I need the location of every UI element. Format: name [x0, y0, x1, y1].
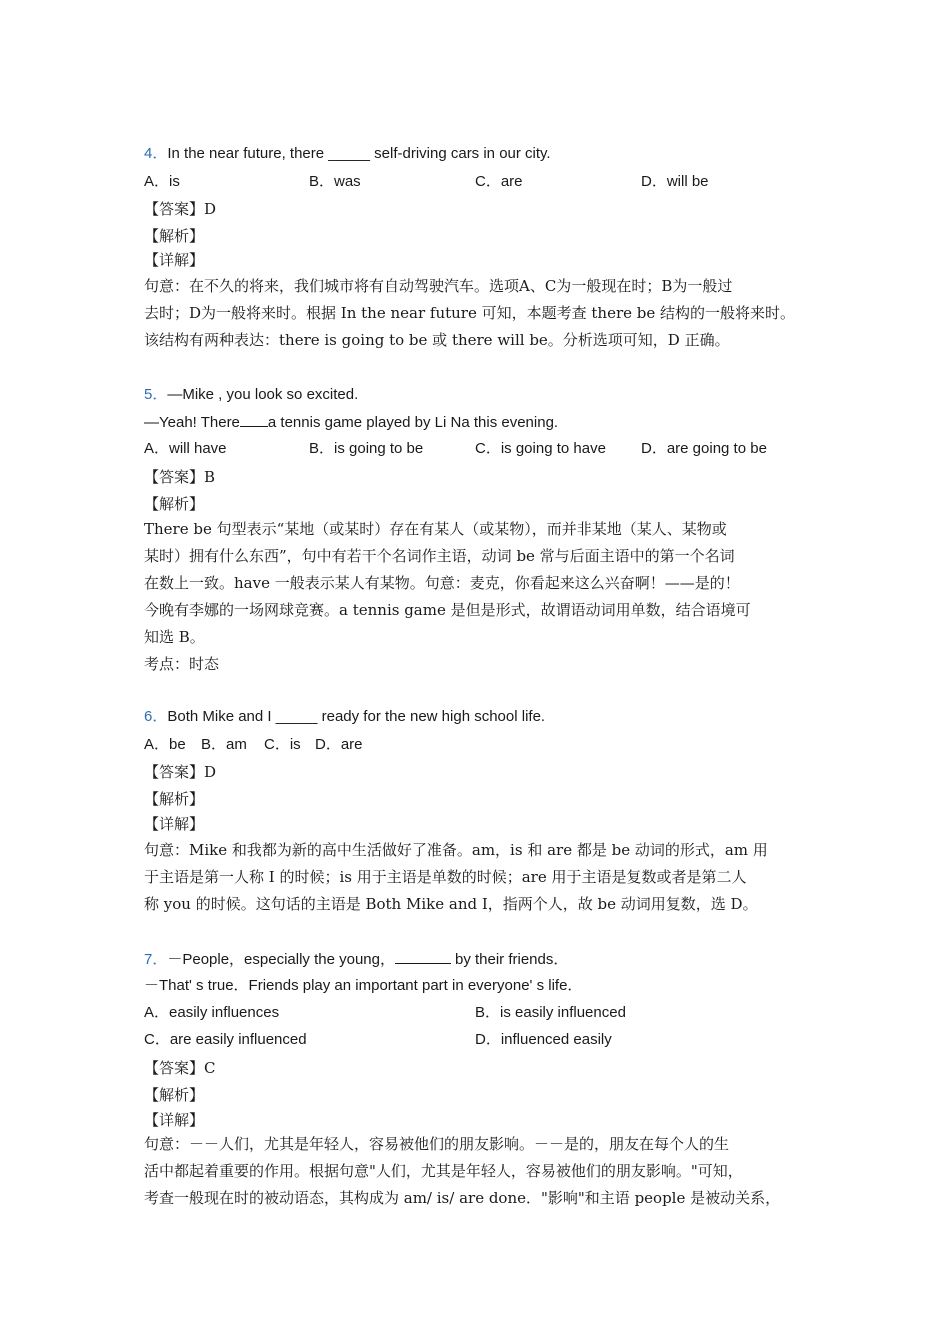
explanation-line: There be 句型表示“某地（或某时）存在有某人（或某物），而并非某地（某人、某物或	[144, 520, 727, 538]
explanation-line: 句意：Mike 和我都为新的高中生活做好了准备。am，is 和 are 都是 be 动词的形式，am 用	[144, 841, 768, 859]
analysis-label: 【解析】	[144, 790, 205, 808]
question-number: 5．	[144, 386, 168, 403]
option-d: D．influenced easily	[475, 1031, 612, 1048]
detail-label: 【详解】	[144, 251, 205, 269]
option-a: A．will have	[144, 440, 227, 457]
question-text: —Mike , you look so excited.	[167, 386, 359, 403]
question-6-stem	[144, 707, 545, 727]
detail-label: 【详解】	[144, 1111, 205, 1129]
option-c: C．is going to have	[475, 440, 606, 457]
option-c: C．are easily influenced	[144, 1031, 307, 1048]
explanation-line: 在数上一致。have 一般表示某人有某物。句意：麦克，你看起来这么兴奋啊！——是的！	[144, 574, 740, 592]
option-c: C．are	[475, 173, 523, 190]
question-text: a tennis game played by Li Na this evening.	[267, 414, 559, 431]
option-b: B．am	[201, 736, 247, 753]
option-b: B．is easily influenced	[475, 1004, 626, 1021]
explanation-line: 称 you 的时候。这句话的主语是 Both Mike and I，指两个人，故 be 动词用复数，选 D。	[144, 895, 758, 913]
analysis-label: 【解析】	[144, 495, 205, 513]
question-number: 7．	[144, 951, 168, 968]
answer-blank	[395, 949, 451, 964]
question-5-reply	[144, 412, 558, 433]
question-text: by their friends．	[454, 951, 569, 968]
question-5-stem	[144, 385, 358, 405]
option-a: A．is	[144, 173, 180, 190]
option-d: D．are going to be	[641, 440, 767, 457]
option-a: A．easily influences	[144, 1004, 280, 1021]
answer-label: 【答案】D	[144, 763, 217, 781]
option-a: A．be	[144, 736, 186, 753]
explanation-line: 考查一般现在时的被动语态，其构成为 am/ is/ are done．"影响"和主语 people 是被动关系，	[144, 1189, 781, 1207]
question-text: —Yeah! There	[144, 414, 240, 431]
answer-label: 【答案】B	[144, 468, 216, 486]
option-b: B．was	[309, 173, 361, 190]
option-d: D．are	[315, 736, 363, 753]
analysis-label: 【解析】	[144, 1086, 205, 1104]
explanation-line: 知选 B。	[144, 628, 205, 646]
detail-label: 【详解】	[144, 815, 205, 833]
explanation-line: 活中都起着重要的作用。根据句意"人们，尤其是年轻人，容易被他们的朋友影响。"可知，	[144, 1162, 743, 1180]
question-text: In the near future, there _____ self-driving cars in our city.	[167, 145, 551, 162]
question-7-reply: －That' s true．Friends play an important part in everyone' s life．	[144, 977, 583, 994]
explanation-line: 该结构有两种表达：there is going to be 或 there will be。分析选项可知，D 正确。	[144, 331, 730, 349]
option-b: B．is going to be	[309, 440, 424, 457]
explanation-line: 某时）拥有什么东西”，句中有若干个名词作主语，动词 be 常与后面主语中的第一个名词	[144, 547, 735, 565]
answer-label: 【答案】D	[144, 200, 217, 218]
question-text: －People，especially the young，	[167, 951, 395, 968]
knowledge-point: 考点：时态	[144, 655, 220, 673]
explanation-line: 于主语是第一人称 I 的时候；is 用于主语是单数的时候；are 用于主语是复数或者是第二人	[144, 868, 747, 886]
explanation-line: 去时；D为一般将来时。根据 In the near future 可知，本题考查 there be 结构的一般将来时。	[144, 304, 796, 322]
option-d: D．will be	[641, 173, 709, 190]
explanation-line: 今晚有李娜的一场网球竞赛。a tennis game 是但是形式，故谓语动词用单数，结合语境可	[144, 601, 751, 619]
answer-blank	[240, 412, 268, 427]
question-number: 4．	[144, 145, 168, 162]
question-7-stem	[144, 949, 568, 970]
answer-label: 【答案】C	[144, 1059, 216, 1077]
question-4-stem	[144, 144, 551, 164]
explanation-line: 句意：在不久的将来，我们城市将有自动驾驶汽车。选项A、C为一般现在时；B为一般过	[144, 277, 733, 295]
option-c: C．is	[264, 736, 301, 753]
explanation-line: 句意：－－人们，尤其是年轻人，容易被他们的朋友影响。－－是的，朋友在每个人的生	[144, 1135, 730, 1153]
question-number: 6．	[144, 708, 168, 725]
question-text: Both Mike and I _____ ready for the new high school life.	[167, 708, 546, 725]
analysis-label: 【解析】	[144, 227, 205, 245]
